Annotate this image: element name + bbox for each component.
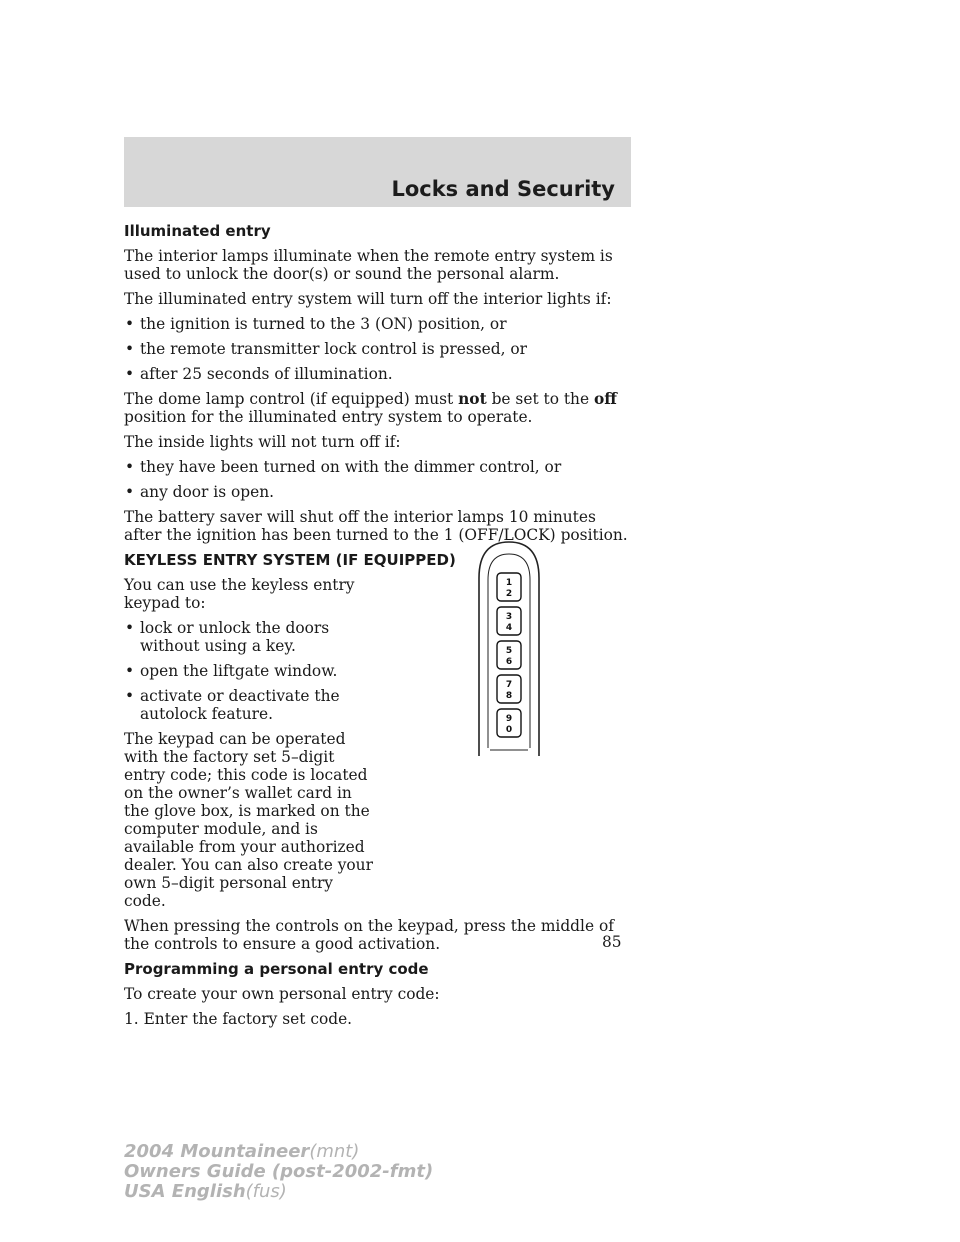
keypad-buttons [497,573,521,737]
list-item: • the ignition is turned to the 3 (ON) position, or [124,315,634,333]
paragraph: When pressing the controls on the keypad, press the middle of the controls to ensure a good activation. [124,917,614,953]
keypad-button-label: 1 [505,578,513,588]
bullet-list [124,458,634,501]
keypad-button-label: 3 [505,612,513,622]
document-footer [124,1142,433,1202]
keypad-button-label: 9 [505,714,513,724]
keypad-button-label: 5 [505,646,513,656]
paragraph-dome-lamp [124,390,634,426]
footer-model: 2004 Mountaineer [124,1141,310,1162]
keypad-illustration [476,538,542,756]
text-run: The dome lamp control (if equipped) must [124,390,459,408]
paragraph: The interior lamps illuminate when the remote entry system is used to unlock the door(s) or sound the personal alarm. [124,247,613,283]
footer-line [124,1182,433,1202]
list-item: • the remote transmitter lock control is pressed, or [124,340,634,358]
keypad-button-label: 7 [505,680,513,690]
text-run: position for the illuminated entry system to operate. [124,408,533,426]
paragraph: You can use the keyless entry keypad to: [124,576,355,612]
heading-illuminated-entry: Illuminated entry [124,222,271,240]
page-number: 85 [602,933,622,951]
emphasis-off: off [593,390,617,408]
footer-line [124,1142,433,1162]
list-item: • open the liftgate window. [124,662,379,680]
keypad-button-label: 0 [505,725,513,735]
section-title: Locks and Security [391,177,615,201]
keypad-button-label: 2 [505,589,513,599]
footer-language: USA English [124,1181,246,1202]
heading-programming: Programming a personal entry code [124,960,429,978]
footer-line: Owners Guide (post-2002-fmt) [124,1161,434,1182]
bullet-list [124,619,379,723]
paragraph: 1. Enter the factory set code. [124,1010,353,1028]
footer-model-code: (mnt) [309,1141,360,1162]
page-content [124,222,634,1035]
list-item: • after 25 seconds of illumination. [124,365,634,383]
section-header-band [124,137,631,207]
paragraph: The battery saver will shut off the interior lamps 10 minutes after the ignition has been turned to the 1 (OFF/LOCK) position. [124,508,628,544]
list-item: • lock or unlock the doors without using a key. [124,619,379,655]
heading-keyless-entry: KEYLESS ENTRY SYSTEM (IF EQUIPPED) [124,551,456,569]
paragraph: The illuminated entry system will turn off the interior lights if: [124,290,612,308]
footer-language-code: (fus) [245,1181,287,1202]
list-item: • they have been turned on with the dimmer control, or [124,458,634,476]
keypad-button-label: 8 [505,691,513,701]
list-item: • any door is open. [124,483,634,501]
keypad-button-label: 4 [505,623,513,633]
keyless-column [124,576,379,910]
list-item: • activate or deactivate the autolock feature. [124,687,379,723]
paragraph: To create your own personal entry code: [124,985,440,1003]
paragraph: The inside lights will not turn off if: [124,433,401,451]
text-run: be set to the [486,390,594,408]
paragraph: The keypad can be operated with the factory set 5–digit entry code; this code is located on the owner’s wallet card in the glove box, is marked on the computer module, and is available from your authorized dealer. You can also create your own 5–digit personal entry code. [124,730,373,910]
keypad-button-label: 6 [505,657,513,667]
emphasis-not: not [458,390,487,408]
bullet-list [124,315,634,383]
